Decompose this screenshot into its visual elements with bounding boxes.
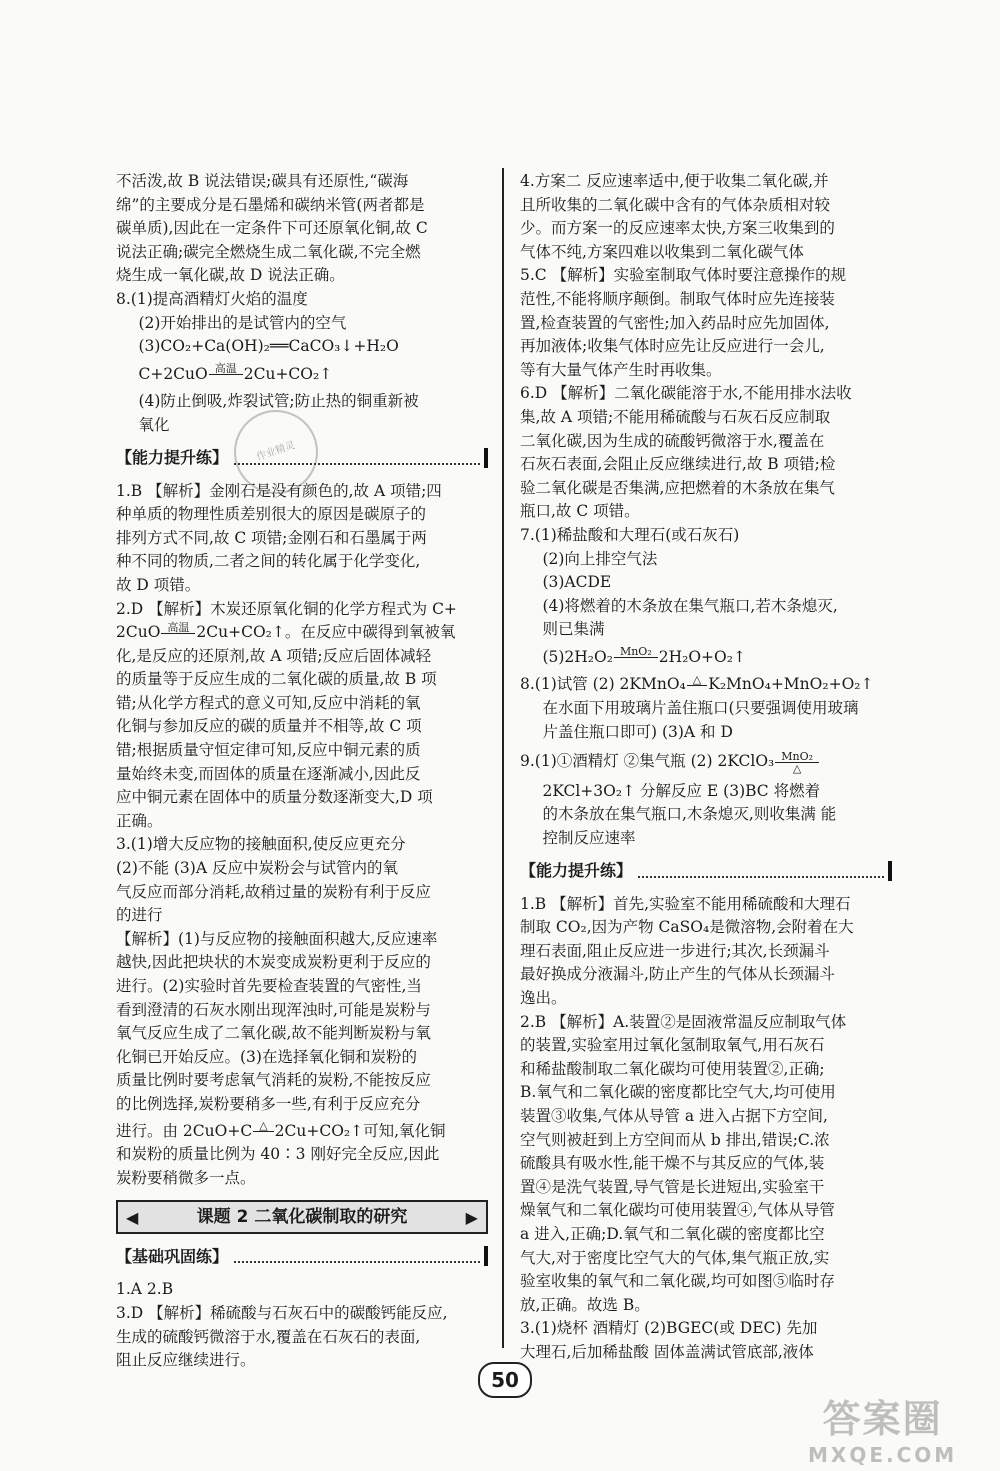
text-line: 置,检查装置的气密性;加入药品时应先加固体, [520, 313, 830, 332]
text-line: 质量比例时要考虑氧气消耗的炭粉,不能按反应 [116, 1071, 431, 1090]
text-line: 越快,因此把块状的木炭变成炭粉更利于反应的 [116, 953, 431, 972]
text-line: 碳单质),因此在一定条件下可还原氧化铜,故 C [116, 219, 428, 238]
text-line: 的质量等于反应生成的二氧化碳的质量,故 B 项 [116, 670, 437, 689]
text-line: 气反应而部分消耗,故稍过量的炭粉有利于反应 [116, 882, 431, 901]
text-line: (4)将燃着的木条放在集气瓶口,若木条熄灭, [542, 596, 838, 615]
page-number: 50 [478, 1362, 532, 1398]
text-line: 1.B 【解析】首先,实验室不能用稀硫酸和大理石 [520, 894, 851, 913]
text-line: 2.D 【解析】木炭还原氧化铜的化学方程式为 C+ [116, 599, 457, 618]
text-line: 的进行 [116, 906, 163, 925]
text-line: 不活泼,故 B 说法错误;碳具有还原性,“碳海 [116, 172, 409, 190]
text-line: (2)不能 (3)A 反应中炭粉会与试管内的氧 [116, 859, 398, 878]
text-line: 和炭粉的质量比例为 40∶3 刚好完全反应,因此 [116, 1145, 440, 1164]
text-line: 最好换成分液漏斗,防止产生的气体从长颈漏斗 [520, 965, 835, 984]
left-column [116, 170, 488, 1373]
text-line: 制取 CO₂,因为产物 CaSO₄是微溶物,会附着在大 [520, 918, 854, 937]
text-line: 验二氧化碳是否集满,应把燃着的木条放在集气 [520, 478, 835, 497]
text-line: 化铜已开始反应。(3)在选择氧化铜和炭粉的 [116, 1047, 417, 1066]
answer-8-line: (3)CO₂+Ca(OH)₂══CaCO₃↓+H₂O [138, 337, 399, 356]
answer-8-line: (4)防止倒吸,炸裂试管;防止热的铜重新被 [138, 392, 419, 411]
text-line: 大理石,后加稀盐酸 固体盖满试管底部,液体 [520, 1342, 814, 1361]
text-line: 烧生成一氧化碳,故 D 说法正确。 [116, 266, 345, 285]
text-line: 7.(1)稀盐酸和大理石(或石灰石) [520, 525, 740, 544]
text-line: 的比例选择,炭粉要稍多一些,有利于反应充分 [116, 1094, 421, 1113]
text-line: 化,是反应的还原剂,故 A 项错;反应后固体减轻 [116, 646, 432, 665]
reaction-condition: △ [687, 674, 707, 697]
text-line: 范性,不能将顺序颠倒。制取气体时应先连接装 [520, 289, 835, 308]
right-arrow-icon: ▶ [465, 1207, 478, 1227]
text-line: 绵”的主要成分是石墨烯和碳纳米管(两者都是 [116, 195, 425, 214]
text-line: 集,故 A 项错;不能用稀硫酸与石灰石反应制取 [520, 407, 831, 426]
text-line: 二氧化碳,因为生成的硫酸钙微溶于水,覆盖在 [520, 431, 825, 450]
lesson-title-banner [116, 1200, 488, 1234]
text-line: 再加液体;收集气体时应先让反应进行一会儿, [520, 337, 825, 356]
section-header-ability: 【能力提升练】 [116, 444, 488, 472]
text-line: 阻止反应继续进行。 [116, 1351, 256, 1370]
text-line: 片盖住瓶口即可) (3)A 和 D [542, 722, 733, 741]
equation-line [116, 363, 488, 387]
text-line: (3)ACDE [542, 573, 612, 592]
reaction-condition: MnO₂ [614, 646, 658, 669]
text-line: 错;根据质量守恒定律可知,反应中铜元素的质 [116, 741, 421, 760]
column-divider [502, 168, 504, 1348]
text-line: 排列方式不同,故 C 项错;金刚石和石墨属于两 [116, 528, 427, 547]
text-line: 且所收集的二氧化碳中含有的气体杂质相对较 [520, 195, 831, 214]
text-line: 气大,对于密度比空气大的气体,集气瓶正放,实 [520, 1248, 830, 1267]
reaction-condition: 高温 [209, 363, 243, 386]
text-line: 在水面下用玻璃片盖住瓶口(只要强调使用玻璃 [542, 699, 859, 718]
lesson-title: 课题 2 二氧化碳制取的研究 [196, 1206, 408, 1227]
text-line: 5.C 【解析】实验室制取气体时要注意操作的规 [520, 266, 847, 285]
section-header-basic: 【基础巩固练】 [116, 1242, 488, 1270]
reaction-condition: 高温 [161, 622, 195, 645]
equation-line: 2CuO 高温 2Cu+CO₂↑。在反应中碳得到氧被氧 [116, 621, 488, 645]
text-line: 炭粉要稍微多一点。 [116, 1168, 256, 1187]
answer-8-line: 氧化 [138, 415, 170, 434]
text-line: 说法正确;碳完全燃烧生成二氧化碳,不完全燃 [116, 242, 421, 261]
text-line: 生成的硫酸钙微溶于水,覆盖在石灰石的表面, [116, 1327, 421, 1346]
text-line: 和稀盐酸制取二氧化碳均可使用装置②,正确; [520, 1059, 825, 1078]
text-line: 3.(1)烧杯 酒精灯 (2)BGEC(或 DEC) 先加 [520, 1319, 818, 1338]
text-line: 的装置,实验室用过氧化氢制取氧气,用石灰石 [520, 1036, 825, 1055]
text-line: 理石表面,阻止反应进一步进行;其次,长颈漏斗 [520, 941, 830, 960]
equation-line: 9.(1)①酒精灯 ②集气瓶 (2) 2KClO₃ $\frac{\text{MnO₂}}{\triangle}$ [520, 750, 892, 774]
text-line: 种单质的物理性质差别很大的原因是碳原子的 [116, 505, 427, 524]
text-line: 空气则被赶到上方空间而从 b 排出,错误;C.浓 [520, 1130, 830, 1149]
text-line: 【解析】(1)与反应物的接触面积越大,反应速率 [116, 929, 438, 948]
text-line: 3.(1)增大反应物的接触面积,使反应更充分 [116, 835, 406, 854]
text-line: 3.D 【解析】稀硫酸与石灰石中的碳酸钙能反应, [116, 1303, 448, 1322]
text-line: 6.D 【解析】二氧化碳能溶于水,不能用排水法收 [520, 384, 852, 403]
text-line: 故 D 项错。 [116, 575, 201, 594]
answer-8-line: 8.(1)提高酒精灯火焰的温度 [116, 289, 308, 308]
text-line: 装置③收集,气体从导管 a 进入占据下方空间, [520, 1106, 828, 1125]
text-line: 则已集满 [542, 620, 605, 639]
reaction-condition: △ [253, 1120, 273, 1143]
text-line: 2.B 【解析】A.装置②是固液常温反应制取气体 [520, 1012, 847, 1031]
text-line: 应中铜元素在固体中的质量分数逐渐变大,D 项 [116, 788, 433, 807]
text-line: B.氧气和二氧化碳的密度都比空气大,均可使用 [520, 1083, 836, 1102]
text-line: 的木条放在集气瓶口,木条熄灭,则收集满 能 [542, 805, 837, 824]
equation-lhs: C+2CuO [138, 364, 208, 383]
stamp-watermark: 作业精灵 [223, 399, 329, 505]
text-line: 置④是洗气装置,导气管是长进短出,实验室干 [520, 1177, 825, 1196]
text-line: 硫酸具有吸水性,能干燥不与其反应的气体,装 [520, 1154, 825, 1173]
reaction-condition: $\frac{\text{MnO₂}}{\triangle}$ [775, 751, 819, 774]
text-line: 进行。(2)实验时首先要检查装置的气密性,当 [116, 977, 422, 995]
equation-line: 进行。由 2CuO+C △ 2Cu+CO₂↑可知,氧化铜 [116, 1120, 488, 1144]
text-line: 量始终未变,而固体的质量在逐渐减小,因此反 [116, 764, 421, 783]
text-line: 等有大量气体产生时再收集。 [520, 360, 722, 379]
text-line: 正确。 [116, 811, 163, 830]
text-line: 石灰石表面,会阻止反应继续进行,故 B 项错;检 [520, 455, 836, 474]
text-line: 化铜与参加反应的碳的质量并不相等,故 C 项 [116, 717, 422, 736]
text-line: 控制反应速率 [542, 829, 636, 848]
text-line: 种不同的物质,二者之间的转化属于化学变化, [116, 552, 421, 571]
text-line: 气体不纯,方案四难以收集到二氧化碳气体 [520, 242, 804, 261]
text-line: 瓶口,故 C 项错。 [520, 502, 640, 521]
text-line: 错;从化学方程式的意义可知,反应中消耗的氧 [116, 693, 421, 712]
equation-line: (5)2H₂O₂ MnO₂ 2H₂O+O₂↑ [520, 646, 892, 670]
text-line: 逸出。 [520, 989, 567, 1007]
answer-8-line: (2)开始排出的是试管内的空气 [138, 313, 347, 332]
left-arrow-icon: ◀ [126, 1207, 139, 1227]
text-line: 1.B 【解析】金刚石是没有颜色的,故 A 项错;四 [116, 481, 442, 500]
text-line: 看到澄清的石灰水刚出现浑浊时,可能是炭粉与 [116, 1000, 431, 1019]
text-line: 放,正确。故选 B。 [520, 1295, 650, 1314]
text-line: 1.A 2.B [116, 1280, 174, 1299]
right-column [520, 170, 892, 1365]
site-watermark-logo: 答案圈 MXQE.COM [808, 1397, 958, 1467]
text-line: 少。而方案一的反应速率太快,方案三收集到的 [520, 219, 835, 238]
text-line: a 进入,正确;D.氧气和二氧化碳的密度都比空 [520, 1224, 825, 1243]
text-line: 4.方案二 反应速率适中,便于收集二氧化碳,并 [520, 172, 829, 190]
text-line: 2KCl+3O₂↑ 分解反应 E (3)BC 将燃着 [542, 781, 821, 800]
equation-line: 8.(1)试管 (2) 2KMnO₄ △ K₂MnO₄+MnO₂+O₂↑ [520, 673, 892, 697]
text-line: (2)向上排空气法 [542, 549, 658, 568]
equation-rhs: 2Cu+CO₂↑ [243, 364, 333, 383]
section-header-ability-2: 【能力提升练】 [520, 857, 892, 885]
text-line: 燥氧气和二氧化碳均可使用装置④,气体从导管 [520, 1201, 835, 1220]
text-line: 验室收集的氧气和二氧化碳,均可如图⑤临时存 [520, 1272, 835, 1291]
text-line: 氧气反应生成了二氧化碳,故不能判断炭粉与氧 [116, 1024, 431, 1043]
